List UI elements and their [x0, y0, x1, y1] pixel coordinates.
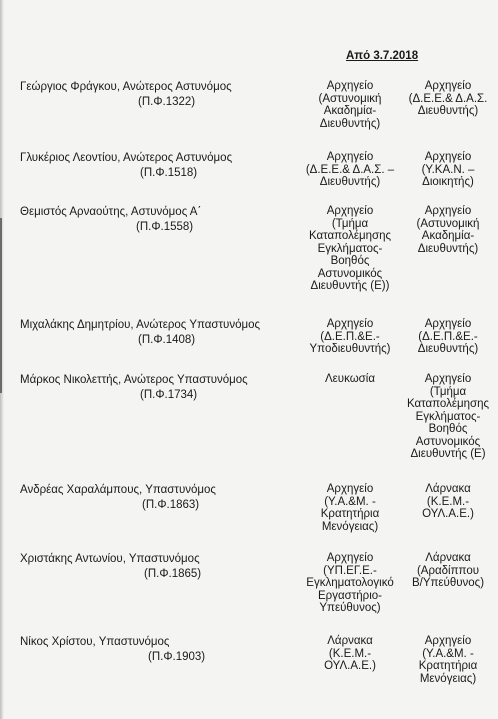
previous-post-line: Υπεύθυνος)	[319, 602, 381, 614]
new-post-line: Εγκλήματος-	[415, 410, 481, 423]
new-post-line: Αρχηγείο	[424, 151, 472, 163]
previous-post-line: Κρατητήρια	[320, 508, 380, 520]
new-post-line: (Δ.Ε.Π.&Ε.-	[418, 330, 478, 343]
previous-post-line: (Αστυνομική	[318, 92, 382, 105]
new-post	[398, 80, 498, 118]
officer-name: Μάρκος Νικολεττής, Ανώτερος Υπαστυνόμος	[20, 374, 248, 386]
previous-post-line: Καταπολέμησης	[308, 230, 392, 242]
new-post-line: ΟΥΛ.Α.Ε.)	[422, 508, 474, 520]
new-post-line: (Υ.ΚΑ.Ν. –	[421, 163, 475, 176]
new-post-line: (Τμήμα	[429, 385, 467, 398]
officer-name: Χριστάκης Αντωνίου, Υπαστυνόμος	[20, 553, 200, 565]
new-post-line: Διευθυντής)	[417, 105, 479, 117]
new-post	[398, 318, 498, 356]
new-post-line: Λάρνακα	[425, 483, 471, 495]
new-post-line: Αστυνομικός	[415, 435, 481, 448]
new-post-line: (Αραδίππου	[416, 564, 480, 577]
previous-post-line: ΟΥΛ.Α.Ε.)	[324, 660, 376, 672]
previous-post-line: Ακαδημία-	[323, 105, 377, 117]
new-post-line: Διευθυντής)	[417, 343, 479, 355]
new-post-line: Λάρνακα	[425, 552, 471, 564]
new-post-line: Καταπολέμησης	[406, 398, 490, 410]
new-post-line: Διευθυντής (Ε)	[410, 448, 486, 460]
previous-post-line: (Δ.Ε.Ε.& Δ.Α.Σ. –	[305, 163, 395, 176]
previous-post-line: Αρχηγείο	[326, 151, 374, 163]
previous-post	[290, 205, 410, 293]
officer-name: Μιχαλάκης Δημητρίου, Ανώτερος Υπαστυνόμος	[20, 319, 261, 331]
new-post	[398, 552, 498, 590]
previous-post-line: (Δ.Ε.Π.&Ε.-	[320, 330, 380, 343]
previous-post-line: Αρχηγείο	[326, 483, 374, 495]
new-post	[398, 635, 498, 685]
previous-post-line: Υποδιευθυντής)	[309, 343, 391, 355]
previous-post-line: Αρχηγείο	[326, 80, 374, 92]
new-post-line: (Αστυνομική	[416, 217, 480, 230]
officer-id: (Π.Φ.1863)	[142, 499, 200, 511]
officer-id: (Π.Φ.1734)	[140, 389, 198, 401]
new-post	[398, 483, 498, 521]
new-post-line: Διευθυντής)	[417, 242, 479, 255]
previous-post-line: Διευθυντής)	[319, 176, 381, 188]
new-post-line: Β/Υπεύθυνος)	[411, 577, 485, 589]
officer-id: (Π.Φ.1865)	[144, 568, 202, 580]
officer-name: Νίκος Χρίστου, Υπαστυνόμος	[20, 636, 170, 648]
officer-id: (Π.Φ.1322)	[138, 96, 196, 108]
officer-name: Ανδρέας Χαραλάμπους, Υπαστυνόμος	[20, 484, 216, 496]
previous-post-line: Διευθυντής)	[319, 117, 381, 130]
officer-name: Γλυκέριος Λεοντίου, Ανώτερος Αστυνόμος	[20, 152, 233, 164]
previous-post	[290, 552, 410, 615]
previous-post-line: Εγκληματολογικό	[306, 577, 394, 589]
previous-post-line: Αρχηγείο	[326, 318, 374, 330]
previous-post	[290, 151, 410, 189]
previous-post-line: Εγκλήματος-	[317, 242, 383, 255]
officer-name: Θεμιστός Αρναούτης, Αστυνόμος Α΄	[20, 206, 202, 218]
new-post-line: (Κ.Ε.Μ.-	[426, 495, 470, 508]
previous-post-line: Αρχηγείο	[326, 205, 374, 217]
officer-id: (Π.Φ.1558)	[136, 221, 194, 233]
officer-id: (Π.Φ.1518)	[140, 167, 198, 179]
previous-post-line: Αρχηγείο	[326, 552, 374, 564]
previous-post-line: (ΥΠ.ΕΓ.Ε.-	[323, 564, 377, 577]
previous-post-line: (Τμήμα	[331, 217, 369, 230]
new-post	[398, 151, 498, 189]
previous-post	[290, 80, 410, 130]
new-post-line: Αρχηγείο	[424, 80, 472, 92]
officer-name: Γεώργιος Φράγκου, Ανώτερος Αστυνόμος	[20, 81, 232, 93]
new-post-line: Αρχηγείο	[424, 318, 472, 330]
previous-post	[290, 635, 410, 673]
previous-post-line: Λευκωσία	[325, 373, 375, 385]
previous-post-line: Μενόγειας)	[321, 520, 379, 533]
previous-post-line: Εργαστήριο-	[318, 589, 382, 602]
officer-id: (Π.Φ.1903)	[148, 651, 206, 663]
previous-post-line: (Κ.Ε.Μ.-	[328, 647, 372, 660]
previous-post-line: Βοηθός	[330, 255, 370, 267]
previous-post-line: (Υ.Α.&Μ. -	[324, 495, 376, 508]
margin-line	[0, 218, 2, 393]
effective-date-header: Από 3.7.2018	[346, 50, 419, 62]
new-post-line: Κρατητήρια	[418, 660, 478, 672]
new-post	[398, 205, 498, 255]
previous-post-line: Λάρνακα	[327, 635, 373, 647]
officer-id: (Π.Φ.1408)	[138, 334, 196, 346]
new-post-line: Ακαδημία-	[421, 230, 475, 242]
new-post-line: Μενόγειας)	[419, 672, 477, 685]
previous-post	[290, 318, 410, 356]
new-post-line: Βοηθός	[428, 423, 468, 435]
new-post-line: Αρχηγείο	[424, 373, 472, 385]
new-post-line: (Υ.Α.&Μ. -	[422, 647, 474, 660]
new-post	[398, 373, 498, 461]
previous-post-line: Διευθυντής (Ε))	[310, 280, 390, 292]
new-post-line: Αρχηγείο	[424, 635, 472, 647]
new-post-line: (Δ.Ε.Ε.& Δ.Α.Σ.	[408, 92, 488, 105]
new-post-line: Διοικητής)	[422, 176, 474, 188]
previous-post-line: Αστυνομικός	[317, 267, 383, 280]
previous-post	[290, 483, 410, 533]
previous-post	[290, 373, 410, 386]
new-post-line: Αρχηγείο	[424, 205, 472, 217]
